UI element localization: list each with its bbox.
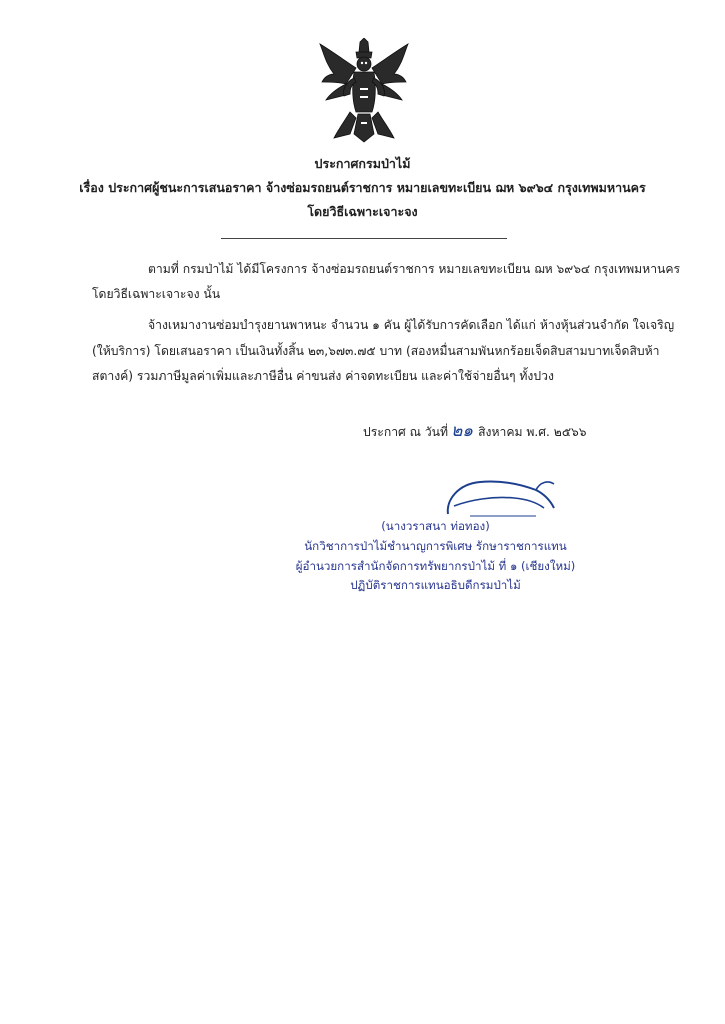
document-heading: ประกาศกรมป่าไม้: [314, 156, 411, 171]
announcement-date: [363, 417, 587, 444]
garuda-emblem-icon: [316, 38, 412, 144]
paragraph-1-line-1: ตามที่ กรมป่าไม้ ได้มีโครงการ จ้างซ่อมรถยนต์ราชการ หมายเลขทะเบียน ฌห ๖๙๖๔ กรุงเทพมหานคร: [148, 262, 681, 276]
document-method: โดยวิธีเฉพาะเจาะจง: [307, 204, 418, 219]
signer-name: (นางวราสนา ท่อทอง): [381, 519, 490, 533]
announcement-prefix: ประกาศ ณ วันที่: [363, 425, 449, 439]
announcement-month-year: สิงหาคม พ.ศ. ๒๕๖๖: [478, 425, 587, 439]
document-subject: เรื่อง ประกาศผู้ชนะการเสนอราคา จ้างซ่อมรถยนต์ราชการ หมายเลขทะเบียน ฌห ๖๙๖๔ กรุงเทพมหานคร: [79, 180, 646, 195]
signer-acting-role: ปฏิบัติราชการแทนอธิบดีกรมป่าไม้: [350, 578, 521, 592]
handwritten-day: ๒๑: [451, 421, 474, 441]
signer-organization: ผู้อำนวยการสำนักจัดการทรัพยากรป่าไม้ ที่ ๑ (เชียงใหม่): [295, 559, 576, 573]
paragraph-2-line-3: สตางค์) รวมภาษีมูลค่าเพิ่มและภาษีอื่น ค่าขนส่ง ค่าจดทะเบียน และค่าใช้จ่ายอื่นๆ ทั้งปวง: [92, 369, 554, 383]
handwritten-signature-icon: [440, 470, 560, 522]
heading-divider: [221, 238, 507, 239]
signer-position: นักวิชาการป่าไม้ชำนาญการพิเศษ รักษาราชการแทน: [304, 539, 567, 553]
paragraph-2-line-1: จ้างเหมางานซ่อมบำรุงยานพาหนะ จำนวน ๑ คัน ผู้ได้รับการคัดเลือก ได้แก่ ห้างหุ้นส่วนจำกัด ใจเจริญ: [148, 318, 675, 332]
paragraph-2-line-2: (ให้บริการ) โดยเสนอราคา เป็นเงินทั้งสิ้น ๒๓,๖๗๓.๗๕ บาท (สองหมื่นสามพันหกร้อยเจ็ดสิบสามบาทเจ็ดสิบห้า: [92, 344, 660, 358]
paragraph-1-line-2: โดยวิธีเฉพาะเจาะจง นั้น: [92, 287, 221, 301]
